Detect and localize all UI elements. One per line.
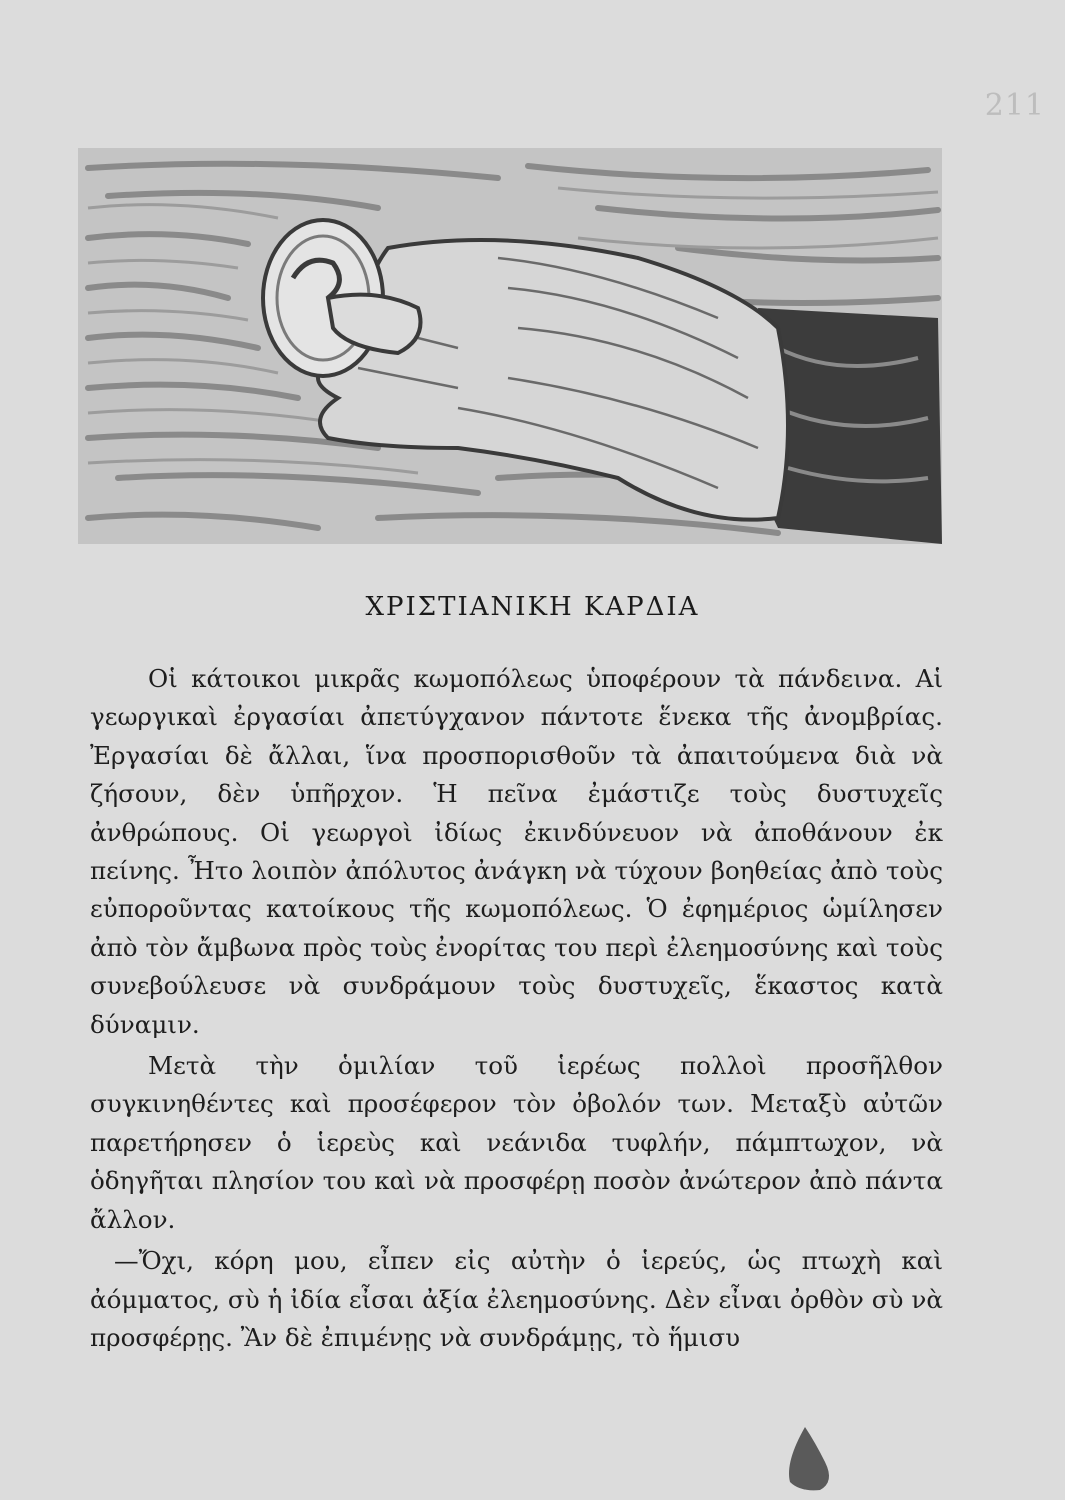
paragraph: —Ὄχι, κόρη μου, εἶπεν εἰς αὐτὴν ὁ ἱερεύς, ὡς πτωχὴ καὶ ἀόμματος, σὺ ἡ ἰδία εἶσαι ἀξία ἐλεημοσύνης. Δὲν εἶναι ὀρθὸν σὺ νὰ προσφέρῃς. Ἂν δὲ ἐπιμένῃς νὰ συνδράμῃς, τὸ ἥμισυ: [90, 1246, 943, 1352]
ink-stain: [775, 1422, 845, 1492]
body-text: [90, 660, 943, 1360]
page-title: ΧΡΙΣΤΙΑΝΙΚΗ ΚΑΡΔΙΑ: [365, 592, 700, 622]
paragraph: Μετὰ τὴν ὁμιλίαν τοῦ ἱερέως πολλοὶ προσῆλθον συγκινηθέντες καὶ προσέφερον τὸν ὀβολόν των. Μεταξὺ αὐτῶν παρετήρησεν ὁ ἱερεὺς καὶ νεάνιδα τυφλήν, πάμπτωχον, νὰ ὁδηγῆται πλησίον του καὶ νὰ προσφέρῃ ποσὸν ἀνώτερον ἀπὸ πάντα ἄλλον.: [90, 1051, 943, 1234]
hand-holding-coin-illustration: [78, 148, 942, 544]
paragraph: Οἱ κάτοικοι μικρᾶς κωμοπόλεως ὑποφέρουν τὰ πάνδεινα. Αἱ γεωργικαὶ ἐργασίαι ἀπετύγχανον πάντοτε ἕνεκα τῆς ἀνομβρίας. Ἐργασίαι δὲ ἄλλαι, ἵνα προσπορισθοῦν τὰ ἀπαιτούμενα διὰ νὰ ζήσουν, δὲν ὑπῆρχον. Ἡ πεῖνα ἐμάστιζε τοὺς δυστυχεῖς ἀνθρώπους. Οἱ γεωργοὶ ἰδίως ἐκινδύνευον νὰ ἀποθάνουν ἐκ πείνης. Ἦτο λοιπὸν ἀπόλυτος ἀνάγκη νὰ τύχουν βοηθείας ἀπὸ τοὺς εὐποροῦντας κατοίκους τῆς κωμοπόλεως. Ὁ ἐφημέριος ὡμίλησεν ἀπὸ τὸν ἄμβωνα πρὸς τοὺς ἐνορίτας του περὶ ἐλεημοσύνης καὶ τοὺς συνεβούλευσε νὰ συνδράμουν τοὺς δυστυχεῖς, ἕκαστος κατὰ δύναμιν.: [90, 664, 943, 1039]
page-number: 211: [984, 88, 1045, 123]
